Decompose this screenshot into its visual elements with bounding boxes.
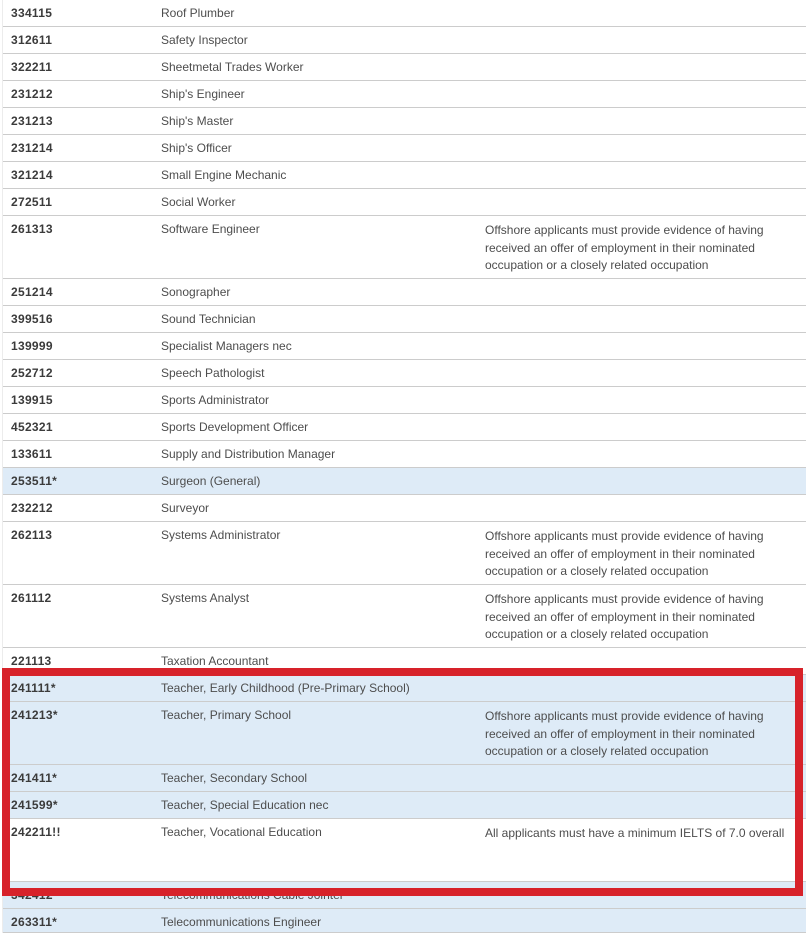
note-line: All applicants must have a minimum IELTS of 7.0 overall — [485, 826, 785, 840]
occupation-code: 231214 — [11, 141, 53, 155]
occupation-name: Roof Plumber — [161, 6, 235, 20]
occupation-name: Sports Administrator — [161, 393, 270, 407]
occupation-note — [485, 825, 806, 843]
occupation-code: 342412* — [11, 888, 58, 902]
table-row — [3, 306, 806, 333]
occupation-code: 272511 — [11, 195, 53, 209]
table-row — [3, 441, 806, 468]
occupation-note — [485, 222, 806, 275]
occupation-code: 321214 — [11, 168, 53, 182]
occupation-code: 251214 — [11, 285, 53, 299]
occupation-name: Teacher, Vocational Education — [161, 825, 322, 839]
occupation-code: 252712 — [11, 366, 53, 380]
table-row — [3, 135, 806, 162]
note-line: occupation or a closely related occupation — [485, 627, 709, 641]
note-line: received an offer of employment in their nominated — [485, 546, 755, 561]
table-row — [3, 765, 806, 792]
occupation-name: Sports Development Officer — [161, 420, 309, 434]
table-row — [3, 360, 806, 387]
occupation-name: Small Engine Mechanic — [161, 168, 287, 182]
occupation-code: 231212 — [11, 87, 53, 101]
occupation-name: Surgeon (General) — [161, 474, 261, 488]
occupation-code: 241599* — [11, 798, 58, 812]
table-row — [3, 648, 806, 675]
occupation-name: Telecommunications Cable Jointer — [161, 888, 344, 902]
occupation-code: 399516 — [11, 312, 53, 326]
occupation-code: 221113 — [11, 654, 52, 668]
occupation-name: Sheetmetal Trades Worker — [161, 60, 304, 74]
table-row — [3, 108, 806, 135]
table-row — [3, 279, 806, 306]
table-row — [3, 585, 806, 648]
occupation-name: Teacher, Primary School — [161, 708, 292, 722]
occupation-name: Sonographer — [161, 285, 231, 299]
table-row — [3, 333, 806, 360]
note-line: Offshore applicants must provide evidence of having — [485, 529, 764, 543]
occupation-name: Systems Administrator — [161, 528, 281, 542]
table-row — [3, 27, 806, 54]
table-row — [3, 522, 806, 585]
occupation-code: 241411* — [11, 771, 58, 785]
occupation-name: Specialist Managers nec — [161, 339, 292, 353]
note-line: occupation or a closely related occupation — [485, 564, 709, 578]
occupation-name: Telecommunications Engineer — [161, 915, 322, 929]
table-row — [3, 0, 806, 27]
table-row — [3, 909, 806, 933]
note-line: Offshore applicants must provide evidence of having — [485, 709, 764, 723]
note-line: Offshore applicants must provide evidence of having — [485, 592, 764, 606]
table-row — [3, 162, 806, 189]
note-line: Offshore applicants must provide evidence of having — [485, 223, 764, 237]
note-line: received an offer of employment in their nominated — [485, 609, 755, 624]
occupation-code: 139999 — [11, 339, 53, 353]
table-row — [3, 54, 806, 81]
table-row — [3, 189, 806, 216]
occupation-name: Sound Technician — [161, 312, 256, 326]
occupation-name: Teacher, Secondary School — [161, 771, 308, 785]
table-row — [3, 414, 806, 441]
table-row — [3, 495, 806, 522]
occupation-code: 334115 — [11, 6, 53, 20]
note-line: occupation or a closely related occupation — [485, 744, 709, 758]
occupation-code: 241111* — [11, 681, 56, 695]
table-row — [3, 792, 806, 819]
table-row — [3, 387, 806, 414]
table-row — [3, 882, 806, 909]
occupation-name: Social Worker — [161, 195, 236, 209]
occupation-code: 242211!! — [11, 825, 61, 839]
note-line: received an offer of employment in their nominated — [485, 726, 755, 741]
occupation-name: Surveyor — [161, 501, 210, 515]
table-row — [3, 675, 806, 702]
occupation-code: 452321 — [11, 420, 53, 434]
table-row — [3, 702, 806, 765]
occupation-code: 232212 — [11, 501, 53, 515]
occupation-code: 133611 — [11, 447, 53, 461]
occupation-name: Taxation Accountant — [161, 654, 269, 668]
occupation-name: Ship's Officer — [161, 141, 232, 155]
occupation-code: 263311* — [11, 915, 58, 929]
occupation-name: Speech Pathologist — [161, 366, 265, 380]
occupation-code: 241213* — [11, 708, 58, 722]
table-row — [3, 81, 806, 108]
occupation-name: Ship's Master — [161, 114, 234, 128]
table-row — [3, 468, 806, 495]
occupation-code: 312611 — [11, 33, 53, 47]
occupation-code: 322211 — [11, 60, 53, 74]
occupation-name: Teacher, Special Education nec — [161, 798, 329, 812]
note-line: occupation or a closely related occupation — [485, 258, 709, 272]
occupation-note — [485, 708, 806, 761]
occupation-name: Ship's Engineer — [161, 87, 245, 101]
occupation-code: 262113 — [11, 528, 53, 542]
occupation-name: Safety Inspector — [161, 33, 248, 47]
occupation-name: Teacher, Early Childhood (Pre-Primary School) — [161, 681, 410, 695]
occupation-code: 253511* — [11, 474, 58, 488]
occupation-code: 261313 — [11, 222, 53, 236]
occupation-note — [485, 591, 806, 644]
occupation-code: 261112 — [11, 591, 52, 605]
occupation-code: 231213 — [11, 114, 53, 128]
occupation-name: Supply and Distribution Manager — [161, 447, 336, 461]
table-row — [3, 819, 806, 882]
table-row — [3, 216, 806, 279]
occupation-list-table — [2, 0, 806, 933]
occupation-note — [485, 528, 806, 581]
occupation-code: 139915 — [11, 393, 53, 407]
occupation-name: Systems Analyst — [161, 591, 250, 605]
occupation-name: Software Engineer — [161, 222, 260, 236]
note-line: received an offer of employment in their nominated — [485, 240, 755, 255]
